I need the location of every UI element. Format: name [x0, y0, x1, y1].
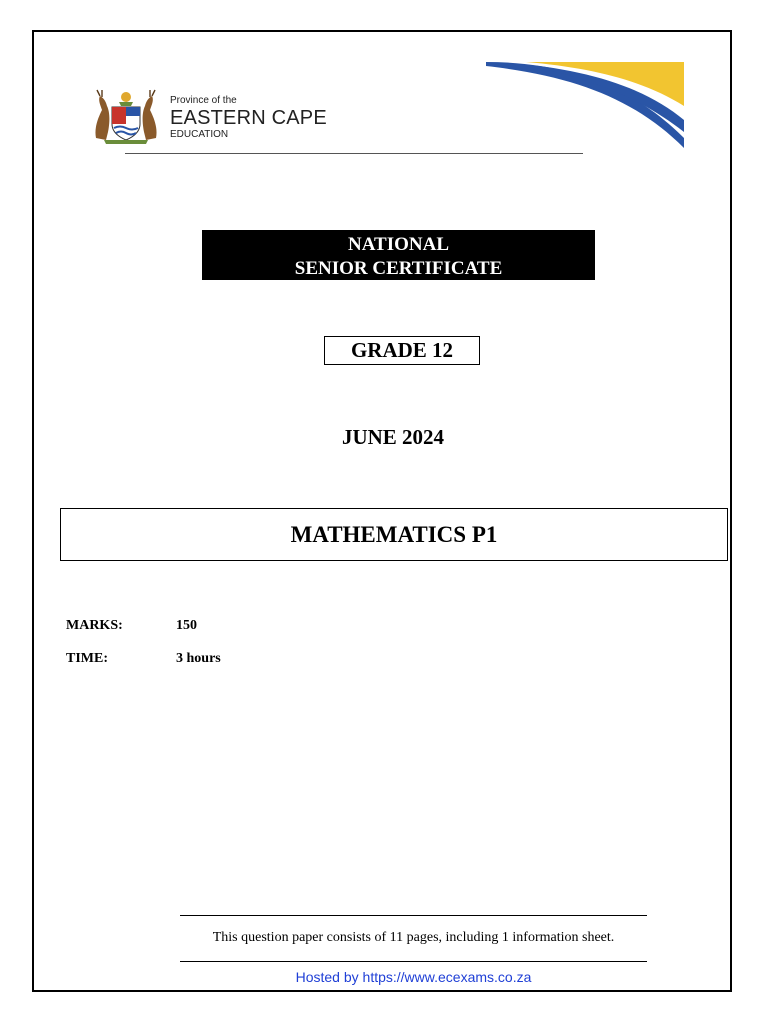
department-name — [170, 95, 327, 141]
logo-department-label: EDUCATION — [170, 129, 229, 140]
header-divider — [125, 153, 583, 154]
department-logo — [90, 88, 330, 148]
marks-label: MARKS: — [66, 618, 123, 633]
subject-title: MATHEMATICS P1 — [60, 508, 728, 561]
logo-province-label: Province of the — [170, 95, 237, 106]
exam-date: JUNE 2024 — [341, 425, 445, 449]
certificate-line-2: SENIOR CERTIFICATE — [294, 258, 503, 279]
certificate-banner — [202, 230, 595, 280]
hosted-by-link[interactable]: Hosted by https://www.ecexams.co.za — [295, 969, 532, 985]
marks-value: 150 — [176, 618, 197, 633]
grade-label: GRADE 12 — [324, 336, 480, 365]
certificate-line-1: NATIONAL — [348, 234, 449, 255]
footer-divider-bottom — [180, 961, 647, 962]
blue-yellow-swoosh-icon — [486, 60, 684, 148]
time-label: TIME: — [66, 651, 108, 666]
logo-province-name: EASTERN CAPE — [170, 107, 327, 129]
footer-divider-top — [180, 915, 647, 916]
coat-of-arms-icon — [90, 88, 162, 144]
time-value: 3 hours — [176, 651, 221, 666]
page-count-note: This question paper consists of 11 pages, including 1 information sheet. — [212, 930, 615, 945]
